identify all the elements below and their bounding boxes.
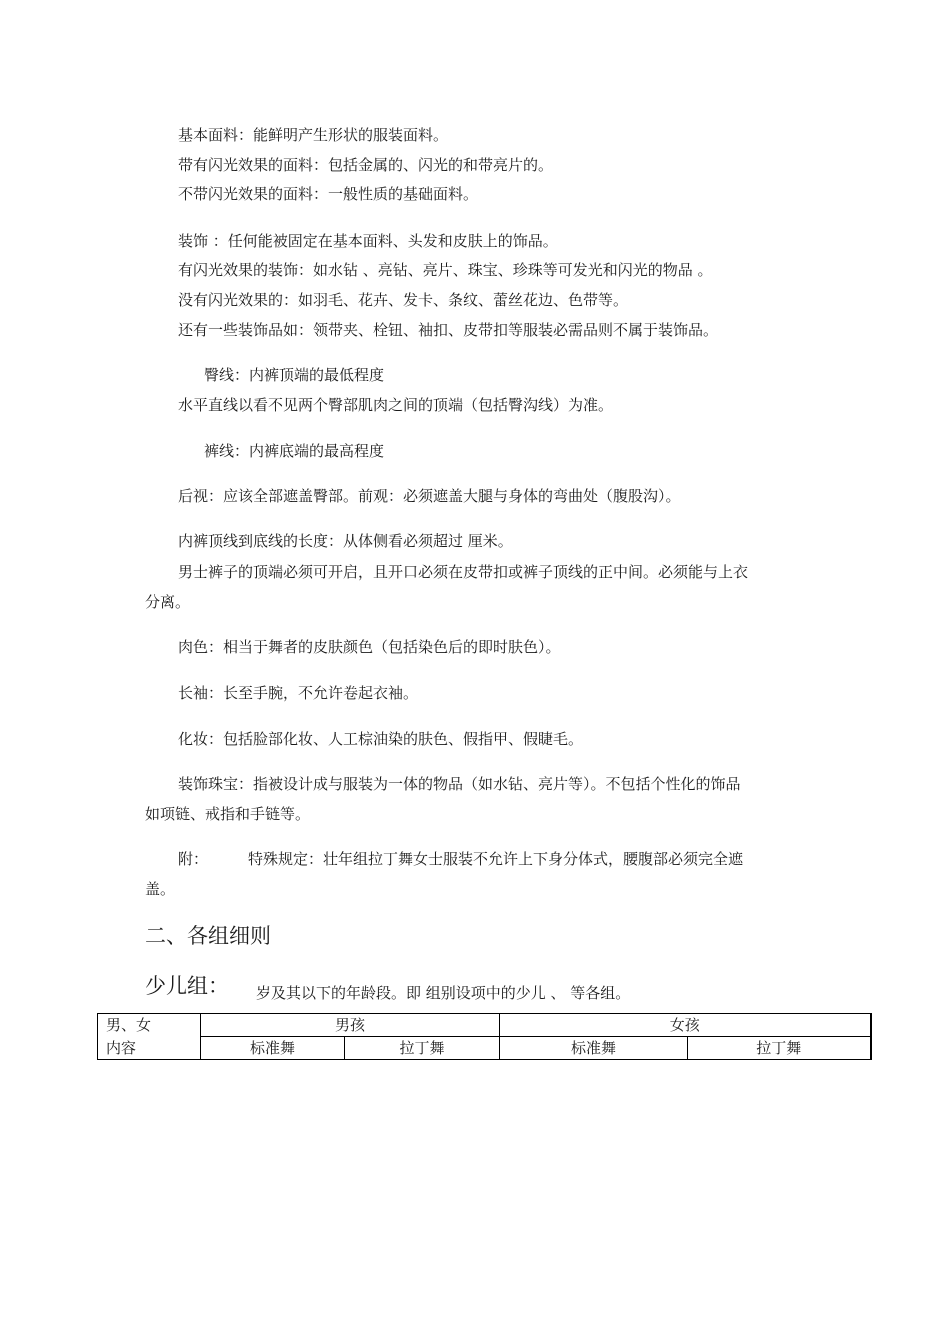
definition-hip-line-desc: 水平直线以看不见两个臀部肌肉之间的顶端（包括臀沟线）为准。	[178, 396, 614, 414]
row-header-content: 内容	[98, 1037, 201, 1060]
column-header-girls-latin: 拉丁舞	[688, 1037, 871, 1060]
definition-hip-line-title: 臀线：内裤顶端的最低程度	[204, 366, 385, 384]
definition-jewelry-line2: 如项链、戒指和手链等。	[145, 805, 311, 823]
column-header-boys-latin: 拉丁舞	[345, 1037, 500, 1060]
costume-rules-table	[97, 1013, 872, 1060]
column-header-girls-standard: 标准舞	[500, 1037, 688, 1060]
definition-brief-length: 内裤顶线到底线的长度：从体侧看必须超过 厘米。	[178, 532, 513, 550]
row-header-gender: 男、女	[98, 1014, 201, 1037]
definition-men-trousers-line2: 分离。	[145, 593, 191, 611]
definition-plain-fabric: 不带闪光效果的面料：一般性质的基础面料。	[178, 185, 479, 203]
appendix-line2: 盖。	[145, 880, 176, 898]
definition-plain-decoration: 没有闪光效果的：如羽毛、花卉、发卡、条纹、蕾丝花边、色带等。	[178, 291, 629, 309]
definition-decoration: 装饰 ：任何能被固定在基本面料、头发和皮肤上的饰品。	[178, 232, 558, 250]
group-description: 岁及其以下的年龄段。即 组别设项中的少儿 、 等各组。	[256, 984, 631, 1002]
definition-crotch-line: 裤线：内裤底端的最高程度	[204, 442, 385, 460]
definition-excluded-decoration: 还有一些装饰品如：领带夹、栓钮、袖扣、皮带扣等服装必需品则不属于装饰品。	[178, 321, 719, 339]
column-header-boys-standard: 标准舞	[201, 1037, 345, 1060]
column-header-girls: 女孩	[500, 1014, 871, 1037]
definition-shiny-decoration: 有闪光效果的装饰：如水钻 、亮钻、亮片、珠宝、珍珠等可发光和闪光的物品 。	[178, 261, 713, 279]
definition-jewelry-line1: 装饰珠宝：指被设计成与服装为一体的物品（如水钻、亮片等）。不包括个性化的饰品	[178, 775, 741, 793]
appendix-label: 附：	[178, 850, 209, 868]
section-title: 二、各组细则	[145, 924, 271, 948]
definition-makeup: 化妆：包括脸部化妆、人工棕油染的肤色、假指甲、假睫毛。	[178, 730, 584, 748]
definition-shiny-fabric: 带有闪光效果的面料：包括金属的、闪光的和带亮片的。	[178, 156, 554, 174]
appendix-line1: 特殊规定：壮年组拉丁舞女士服装不允许上下身分体式，腰腹部必须完全遮	[248, 850, 744, 868]
table-row	[98, 1014, 871, 1037]
column-header-boys: 男孩	[201, 1014, 500, 1037]
table-row	[98, 1037, 871, 1060]
definition-skin-color: 肉色：相当于舞者的皮肤颜色（包括染色后的即时肤色）。	[178, 638, 561, 656]
definition-basic-fabric: 基本面料：能鲜明产生形状的服装面料。	[178, 126, 449, 144]
definition-coverage: 后视：应该全部遮盖臀部。前观：必须遮盖大腿与身体的弯曲处（腹股沟）。	[178, 487, 681, 505]
definition-long-sleeve: 长袖：长至手腕，不允许卷起衣袖。	[178, 684, 419, 702]
definition-men-trousers-line1: 男士裤子的顶端必须可开启，且开口必须在皮带扣或裤子顶线的正中间。必须能与上衣	[178, 563, 749, 581]
group-name: 少儿组：	[145, 974, 229, 998]
